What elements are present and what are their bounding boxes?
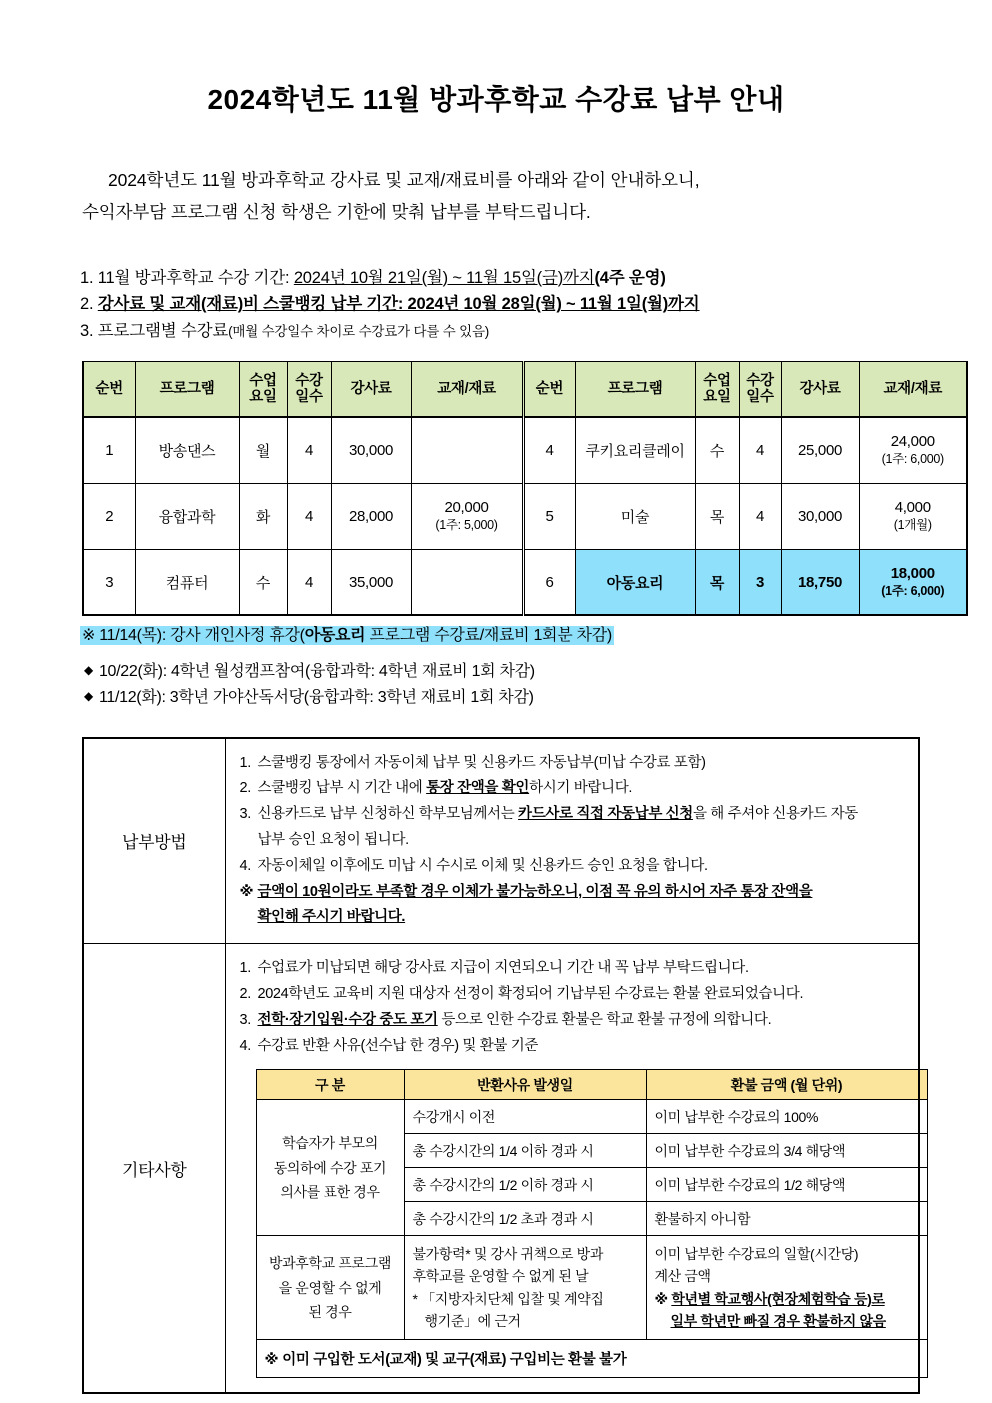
header-count-left-l1: 수강 [295, 372, 323, 389]
cell-fee: 28,000 [331, 483, 411, 549]
refund-amount: 이미 납부한 수강료의 100% [646, 1100, 927, 1134]
table-row [256, 1100, 927, 1134]
cell-material-sub: (1개월) [893, 517, 932, 532]
header-no-right: 순번 [523, 361, 575, 417]
other-item-3-number: 3. [239, 1011, 251, 1028]
cell-no: 3 [83, 549, 135, 615]
header-day-left-l2: 요일 [249, 389, 277, 406]
refund-reason: 총 수강시간의 1/2 초과 경과 시 [404, 1202, 646, 1236]
closure-note [80, 622, 922, 645]
cell-material [859, 417, 967, 483]
note-3-paren: (매월 수강일수 차이로 수강료가 다를 수 있음) [228, 324, 490, 340]
header-material-right: 교재/재료 [859, 361, 967, 417]
refund-header-reason: 반환사유 발생일 [404, 1070, 646, 1100]
other-item-4-number: 4. [239, 1037, 251, 1054]
program-fee-table [82, 361, 968, 617]
cell-count: 4 [287, 483, 331, 549]
refund-reason: 총 수강시간의 1/2 이하 경과 시 [404, 1168, 646, 1202]
note-item-3 [80, 318, 922, 345]
payment-item-3-text-a: 신용카드로 납부 신청하신 학부모님께서는 [257, 806, 519, 823]
refund-amount-2-line-3: 학년별 학교행사(현장체험학습 등)로 [671, 1290, 885, 1307]
other-item-2 [240, 982, 909, 1008]
bullet-list [84, 659, 922, 710]
cell-material-amount: 20,000 [444, 499, 489, 517]
other-item-1 [240, 956, 909, 982]
cell-material-amount: 24,000 [890, 433, 935, 451]
cell-material-highlighted [859, 549, 967, 615]
note-1-label: 11월 방과후학교 수강 기간: [97, 268, 290, 287]
note-2-text: 강사료 및 교재(재료)비 스쿨뱅킹 납부 기간: 2024년 10월 28일(월) ~ 11월 1일(월)까지 [97, 295, 700, 314]
header-day-right-l1: 수업 [703, 372, 731, 389]
bullet-text: 11/12(화): 3학년 가야산독서당(융합과학: 3학년 재료비 1회 차감) [98, 689, 534, 706]
refund-category-group-2 [256, 1236, 404, 1340]
cell-program-highlighted: 아동요리 [575, 549, 695, 615]
refund-amount-2-line-1: 이미 납부한 수강료의 일할(시간당) [654, 1246, 859, 1263]
cell-count: 4 [739, 417, 781, 483]
cell-day: 수 [239, 549, 287, 615]
refund-category-1-line-2: 동의하에 수강 포기 [273, 1159, 387, 1176]
header-program-right: 프로그램 [575, 361, 695, 417]
other-matters-body [225, 944, 919, 1394]
refund-footer-text: 이미 구입한 도서(교재) 및 교구(재료) 구입비는 환불 불가 [282, 1352, 627, 1369]
payment-item-2-emphasis: 통장 잔액을 확인 [426, 780, 530, 797]
refund-category-group-1 [256, 1100, 404, 1236]
cell-no: 2 [83, 483, 135, 549]
payment-warning-line-2: 확인해 주시기 바랍니다. [257, 909, 406, 926]
cell-fee: 35,000 [331, 549, 411, 615]
refund-amount-2-line-4: 일부 학년만 빠질 경우 환불하지 않음 [670, 1313, 886, 1330]
refund-amount: 이미 납부한 수강료의 3/4 해당액 [646, 1134, 927, 1168]
payment-item-3-emphasis: 카드사로 직접 자동납부 신청 [518, 806, 693, 823]
program-table-header-row [83, 361, 967, 417]
payment-warning [240, 880, 909, 906]
intro-line-2: 수익자부담 프로그램 신청 학생은 기한에 맞춰 납부를 부탁드립니다. [82, 202, 591, 223]
payment-item-1-text: 스쿨뱅킹 통장에서 자동이체 납부 및 신용카드 자동납부(미납 수강료 포함) [257, 754, 706, 771]
cell-program: 방송댄스 [135, 417, 239, 483]
payment-method-row [83, 738, 919, 944]
cell-day: 목 [695, 483, 739, 549]
header-no-left: 순번 [83, 361, 135, 417]
header-count-right [739, 361, 781, 417]
other-item-3 [240, 1008, 909, 1034]
cell-day: 월 [239, 417, 287, 483]
refund-header-category: 구 분 [256, 1070, 404, 1100]
header-fee-left: 강사료 [331, 361, 411, 417]
table-row [83, 483, 967, 549]
payment-item-2-number: 2. [239, 780, 251, 797]
note-2-number: 2. [80, 295, 94, 314]
header-day-right [695, 361, 739, 417]
refund-footer-row [256, 1340, 927, 1378]
refund-amount: 이미 납부한 수강료의 1/2 해당액 [646, 1168, 927, 1202]
header-day-right-l2: 요일 [703, 389, 731, 406]
note-3-number: 3. [80, 322, 94, 341]
note-1-period: 2024년 10월 21일(월) ~ 11월 15일(금)까지 [293, 268, 595, 287]
other-item-1-number: 1. [239, 960, 251, 977]
cell-program: 쿠키요리클레이 [575, 417, 695, 483]
diamond-bullet-icon: ◆ [84, 689, 93, 703]
refund-reason-group-2 [404, 1236, 646, 1340]
refund-category-1-line-1: 학습자가 부모의 [282, 1135, 378, 1152]
payment-item-4-text: 자동이체일 이후에도 미납 시 수시로 이체 및 신용카드 승인 요청을 합니다. [257, 857, 708, 874]
payment-item-2-text-a: 스쿨뱅킹 납부 시 기간 내에 [257, 780, 427, 797]
closure-note-suffix: 프로그램 수강료/재료비 1회분 차감) [365, 627, 612, 645]
cell-count: 4 [287, 549, 331, 615]
header-program-left: 프로그램 [135, 361, 239, 417]
cell-fee: 25,000 [781, 417, 859, 483]
other-item-2-text: 2024학년도 교육비 지원 대상자 선정이 확정되어 기납부된 수강료는 환불 완료되었습니다. [257, 985, 804, 1002]
header-count-right-l1: 수강 [746, 372, 774, 389]
other-item-4-text: 수강료 반환 사유(선수납 한 경우) 및 환불 기준 [257, 1037, 539, 1054]
cell-no: 6 [523, 549, 575, 615]
cell-material [411, 483, 523, 549]
cell-fee-highlighted: 18,750 [781, 549, 859, 615]
diamond-bullet-icon: ◆ [84, 663, 93, 678]
cell-program: 컴퓨터 [135, 549, 239, 615]
bullet-text: 10/22(화): 4학년 월성캠프참여(융합과학: 4학년 재료비 1회 차감) [98, 663, 535, 681]
refund-category-2-line-3: 된 경우 [308, 1304, 352, 1321]
cell-program: 미술 [575, 483, 695, 549]
note-item-1 [80, 265, 922, 292]
payment-item-2-text-c: 하시기 바랍니다. [529, 780, 633, 797]
header-day-left [239, 361, 287, 417]
other-matters-row [83, 944, 919, 1394]
payment-warning-continued [240, 905, 909, 931]
cell-material-amount: 18,000 [890, 564, 935, 582]
payment-item-3-number: 3. [239, 806, 251, 823]
cell-count: 4 [287, 417, 331, 483]
payment-item-2 [240, 776, 909, 802]
cell-no: 5 [523, 483, 575, 549]
other-item-3-text: 등으로 인한 수강료 환불은 학교 환불 규정에 의합니다. [437, 1011, 772, 1028]
refund-amount-2-line-2: 계산 금액 [654, 1268, 711, 1285]
header-material-left: 교재/재료 [411, 361, 523, 417]
cell-count: 4 [739, 483, 781, 549]
table-row [256, 1236, 927, 1340]
page-title: 2024학년도 11월 방과후학교 수강료 납부 안내 [207, 84, 785, 115]
refund-table-header-row [256, 1070, 927, 1100]
payment-method-body [225, 738, 919, 944]
table-row [83, 549, 967, 615]
cell-day: 수 [695, 417, 739, 483]
payment-item-4-number: 4. [239, 857, 251, 874]
refund-reason: 수강개시 이전 [404, 1100, 646, 1134]
payment-item-1-number: 1. [239, 754, 251, 771]
cell-day-highlighted: 목 [695, 549, 739, 615]
closure-note-program: 아동요리 [304, 627, 366, 645]
cell-fee: 30,000 [331, 417, 411, 483]
cell-material-sub: (1주: 6,000) [881, 583, 945, 598]
closure-note-prefix: ※ 11/14(목): 강사 개인사정 휴강( [82, 627, 305, 645]
intro-paragraph [82, 164, 914, 229]
refund-reason: 총 수강시간의 1/4 이하 경과 시 [404, 1134, 646, 1168]
reference-mark-icon: ※ [654, 1290, 668, 1307]
intro-line-1: 2024학년도 11월 방과후학교 강사료 및 교재/재료비를 아래와 같이 안내하오니, [108, 170, 700, 190]
cell-no: 1 [83, 417, 135, 483]
note-3-label: 프로그램별 수강료 [97, 322, 229, 341]
refund-criteria-table [256, 1069, 928, 1378]
refund-reason-2-line-2: 후학교를 운영할 수 없게 된 날 [412, 1268, 589, 1285]
header-day-left-l1: 수업 [249, 372, 277, 389]
cell-program: 융합과학 [135, 483, 239, 549]
payment-item-1 [240, 751, 909, 777]
refund-amount-group-2 [646, 1236, 927, 1340]
other-matters-label: 기타사항 [83, 944, 225, 1394]
cell-material-sub: (1주: 6,000) [881, 452, 944, 467]
note-item-2 [80, 291, 922, 318]
payment-item-4 [240, 854, 909, 880]
payment-item-3-continued: 납부 승인 요청이 됩니다. [257, 831, 409, 848]
payment-warning-line-1: 금액이 10원이라도 부족할 경우 이체가 불가능하오니, 이점 꼭 유의 하시어 자주 통장 잔액을 [257, 883, 813, 900]
refund-header-amount: 환불 금액 (월 단위) [646, 1070, 927, 1100]
header-count-left-l2: 일수 [295, 389, 323, 406]
list-item [84, 685, 922, 711]
other-item-2-number: 2. [239, 985, 251, 1002]
refund-reason-2-line-4: 행기준」에 근거 [424, 1313, 521, 1330]
cell-day: 화 [239, 483, 287, 549]
list-item [84, 659, 922, 685]
cell-fee: 30,000 [781, 483, 859, 549]
cell-material [411, 549, 523, 615]
refund-category-2-line-2: 을 운영할 수 없게 [278, 1279, 382, 1296]
refund-footer-note [256, 1340, 927, 1378]
cell-material-sub: (1주: 5,000) [435, 517, 498, 532]
cell-material [859, 483, 967, 549]
refund-category-2-line-1: 방과후학교 프로그램 [268, 1255, 392, 1272]
other-item-4 [240, 1034, 909, 1060]
payment-method-label: 납부방법 [83, 738, 225, 944]
reference-mark-icon: ※ [264, 1352, 279, 1369]
note-1-suffix: (4주 운영) [594, 268, 666, 287]
refund-amount: 환불하지 아니함 [646, 1202, 927, 1236]
table-row [83, 417, 967, 483]
payment-item-3 [240, 802, 909, 828]
other-item-1-text: 수업료가 미납되면 해당 강사료 지급이 지연되오니 기간 내 꼭 납부 부탁드립니다. [257, 960, 749, 977]
refund-reason-2-line-1: 불가항력* 및 강사 귀책으로 방과 [412, 1246, 604, 1263]
notes-list [80, 265, 922, 345]
header-count-left [287, 361, 331, 417]
note-1-number: 1. [80, 268, 94, 287]
cell-no: 4 [523, 417, 575, 483]
header-count-right-l2: 일수 [746, 389, 774, 406]
payment-item-3-text-c: 을 해 주셔야 신용카드 자동 [692, 806, 858, 823]
closure-note-highlight [80, 626, 614, 645]
info-table [82, 737, 920, 1395]
other-item-3-emphasis: 전학·장기입원·수강 중도 포기 [257, 1011, 438, 1028]
cell-count-highlighted: 3 [739, 549, 781, 615]
reference-mark-icon: ※ [239, 883, 254, 900]
cell-material-amount: 4,000 [894, 499, 931, 517]
header-fee-right: 강사료 [781, 361, 859, 417]
refund-category-1-line-3: 의사를 표한 경우 [280, 1184, 380, 1201]
refund-reason-2-line-3: * 「지방자치단체 입찰 및 계약집 [412, 1290, 604, 1307]
cell-material [411, 417, 523, 483]
